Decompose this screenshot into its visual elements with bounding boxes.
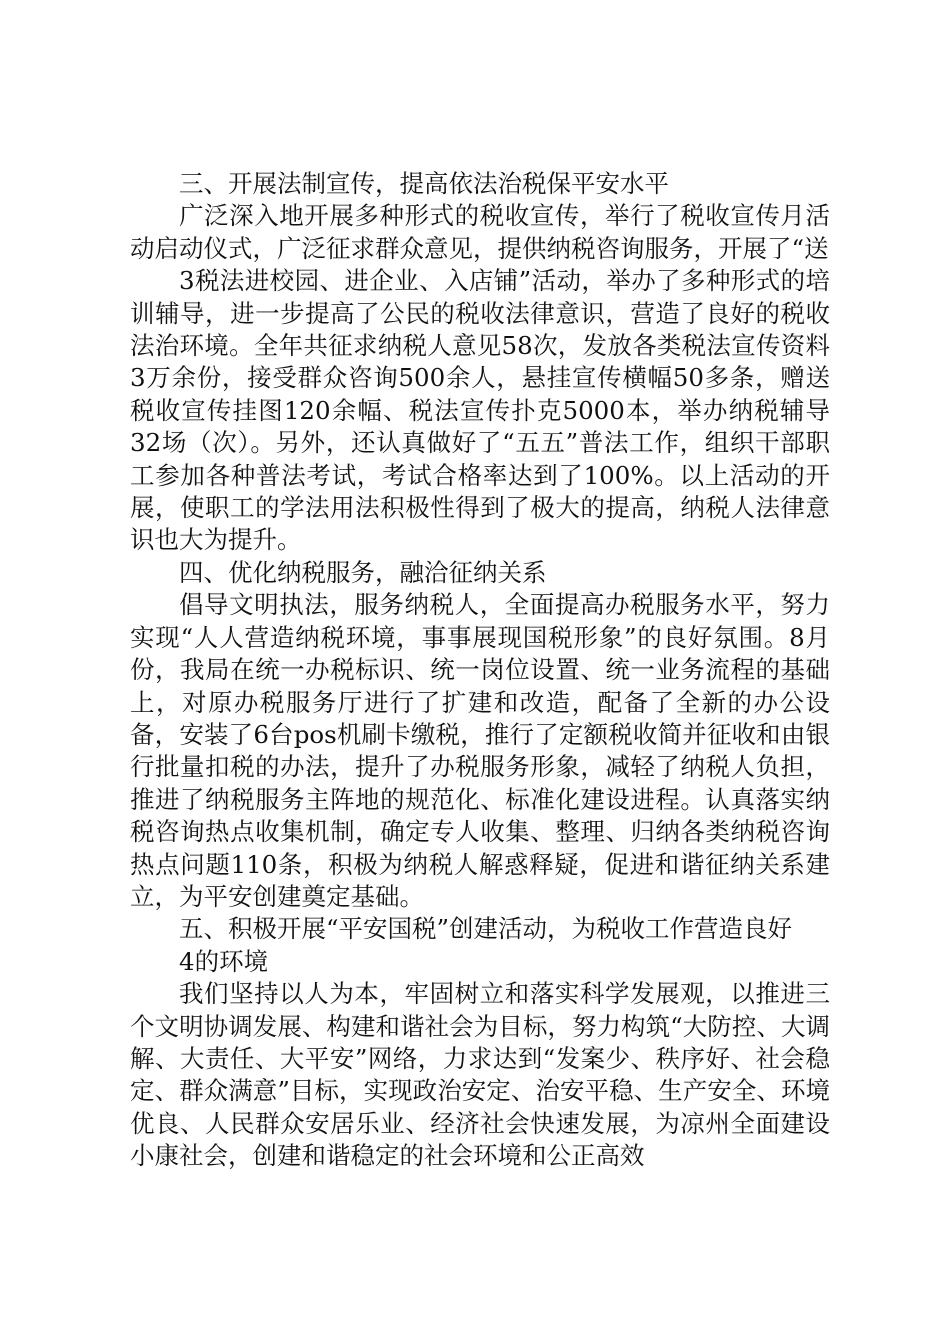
paragraph: 3税法进校园、进企业、入店铺”活动，举办了多种形式的培训辅导，进一步提高了公民的税收法律意识，营造了良好的税收法治环境。全年共征求纳税人意见58次，发放各类税法宣传资料3万余份，接受群众咨询500余人，悬挂宣传横幅50多条，赠送税收宣传挂图120余幅、税法宣传扑克5000本，举办纳税辅导32场（次）。另外，还认真做好了“五五”普法工作，组织干部职工参加各种普法考试，考试合格率达到了100%。以上活动的开展，使职工的学法用法积极性得到了极大的提高，纳税人法律意识也大为提升。 (130, 266, 830, 555)
section-heading-4: 四、优化纳税服务，融洽征纳关系 (179, 557, 547, 587)
section-heading-3: 三、开展法制宣传，提高依法治税保平安水平 (179, 169, 669, 198)
paragraph: 我们坚持以人为本，牢固树立和落实科学发展观，以推进三个文明协调发展、构建和谐社会为目标，努力构筑“大防控、大调解、大责任、大平安”网络，力求达到“发案少、秩序好、社会稳定、群众满意”目标，实现政治安定、治安平稳、生产安全、环境优良、人民群众安居乐业、经济社会快速发展，为凉州全面建设小康社会，创建和谐稳定的社会环境和公正高效 (130, 979, 830, 1171)
paragraph: 广泛深入地开展多种形式的税收宣传，举行了税收宣传月活动启动仪式，广泛征求群众意见，提供纳税咨询服务，开展了“送 (130, 201, 830, 263)
section-heading-5: 五、积极开展“平安国税”创建活动，为税收工作营造良好 (179, 914, 793, 944)
paragraph: 倡导文明执法，服务纳税人，全面提高办税服务水平，努力实现“人人营造纳税环境，事事展现国税形象”的良好氛围。8月份，我局在统一办税标识、统一岗位设置、统一业务流程的基础上，对原办税服务厅进行了扩建和改造，配备了全新的办公设备，安装了6台pos机刷卡缴税，推行了定额税收简并征收和由银行批量扣税的办法，提升了办税服务形象，减轻了纳税人负担，推进了纳税服务主阵地的规范化、标准化建设进程。认真落实纳税咨询热点收集机制，确定专人收集、整理、归纳各类纳税咨询热点问题110条，积极为纳税人解惑释疑，促进和谐征纳关系建立，为平安创建奠定基础。 (130, 590, 830, 911)
document-body (130, 168, 830, 1173)
section-heading-5-continued: 4的环境 (179, 946, 269, 976)
